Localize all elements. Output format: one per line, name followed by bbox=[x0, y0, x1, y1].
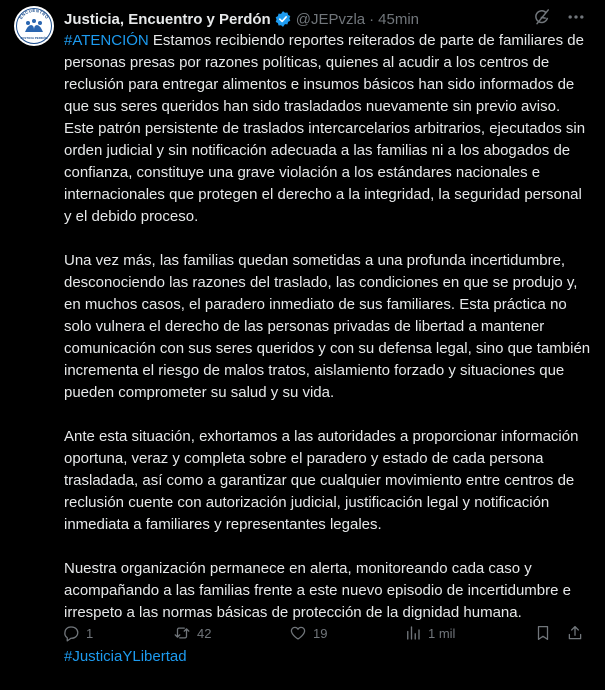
grok-icon[interactable] bbox=[532, 7, 552, 31]
separator-dot: · bbox=[369, 10, 375, 28]
reply-button[interactable] bbox=[62, 624, 173, 642]
tweet-body bbox=[64, 30, 592, 690]
hashtag-link[interactable]: #ATENCIÓN bbox=[64, 32, 149, 49]
paragraph-1 bbox=[64, 30, 592, 228]
like-count: 19 bbox=[313, 625, 328, 641]
repost-icon bbox=[173, 624, 191, 642]
avatar-bottom-text: JUSTICIA PERDÓN bbox=[20, 36, 48, 40]
views-count: 1 mil bbox=[428, 625, 456, 641]
bookmark-button[interactable] bbox=[534, 624, 566, 642]
footer-hashtag-line bbox=[64, 646, 592, 668]
footer-hashtag-link[interactable]: #JusticiaYLibertad bbox=[64, 648, 187, 665]
reply-icon bbox=[62, 624, 80, 642]
bookmark-icon bbox=[534, 624, 552, 642]
avatar[interactable] bbox=[14, 6, 54, 46]
action-bar bbox=[62, 622, 594, 644]
author-handle[interactable]: @JEPvzla bbox=[295, 10, 366, 28]
avatar-ring-text: ENCUENTRO bbox=[18, 8, 50, 21]
header-icons bbox=[532, 7, 594, 31]
verified-badge-icon bbox=[274, 10, 292, 28]
reply-count: 1 bbox=[86, 625, 94, 641]
avatar-logo bbox=[14, 6, 54, 46]
share-icon bbox=[566, 624, 584, 642]
post-time[interactable]: 45min bbox=[378, 10, 419, 28]
repost-count: 42 bbox=[197, 625, 212, 641]
views-button[interactable] bbox=[404, 624, 534, 642]
share-button[interactable] bbox=[566, 624, 584, 642]
tweet-header bbox=[64, 8, 594, 30]
paragraph-4: Nuestra organización permanece en alerta, monitoreando cada caso y acompañando a las familias frente a este nuevo episodio de incertidumbre e irrespeto a las normas básicas de protección de la dignidad humana. bbox=[64, 560, 571, 621]
more-icon[interactable] bbox=[566, 7, 586, 31]
views-icon bbox=[404, 624, 422, 642]
like-icon bbox=[289, 624, 307, 642]
author-name[interactable]: Justicia, Encuentro y Perdón bbox=[64, 10, 271, 28]
paragraph-2: Una vez más, las familias quedan sometidas a una profunda incertidumbre, desconociendo las razones del traslado, las condiciones en que se produjo y, en muchos casos, el paradero inmediato de sus familiares. Esta práctica no solo vulnera el derecho de las personas privadas de libertad a mantener comunicación con sus seres queridos y con su defensa legal, sino que también incrementa el riesgo de malos tratos, aislamiento forzado y situaciones que pueden comprometer su salud y su vida. bbox=[64, 252, 591, 401]
like-button[interactable] bbox=[289, 624, 404, 642]
paragraph-3: Ante esta situación, exhortamos a las autoridades a proporcionar información oportuna, veraz y completa sobre el paradero y estado de cada persona trasladada, así como a garantizar que cualquier movimiento entre centros de reclusión cuente con autorización judicial, justificación legal y notificación inmediata a familiares y representantes legales. bbox=[64, 428, 579, 533]
repost-button[interactable] bbox=[173, 624, 289, 642]
paragraph-text: Estamos recibiendo reportes reiterados de parte de familiares de personas presas por razones políticas, quienes al acudir a los centros de reclusión para entregar alimentos e insumos básicos han sido informados de que sus seres queridos han sido trasladados nuevamente sin previo aviso. Este patrón persistente de traslados intercarcelarios arbitrarios, ejecutados sin orden judicial y sin notificación adecuada a las familias ni a los abogados de confianza, constituye una grave violación a los estándares nacionales e internacionales que protegen el derecho a la integridad, la seguridad personal y el debido proceso. bbox=[64, 32, 586, 225]
